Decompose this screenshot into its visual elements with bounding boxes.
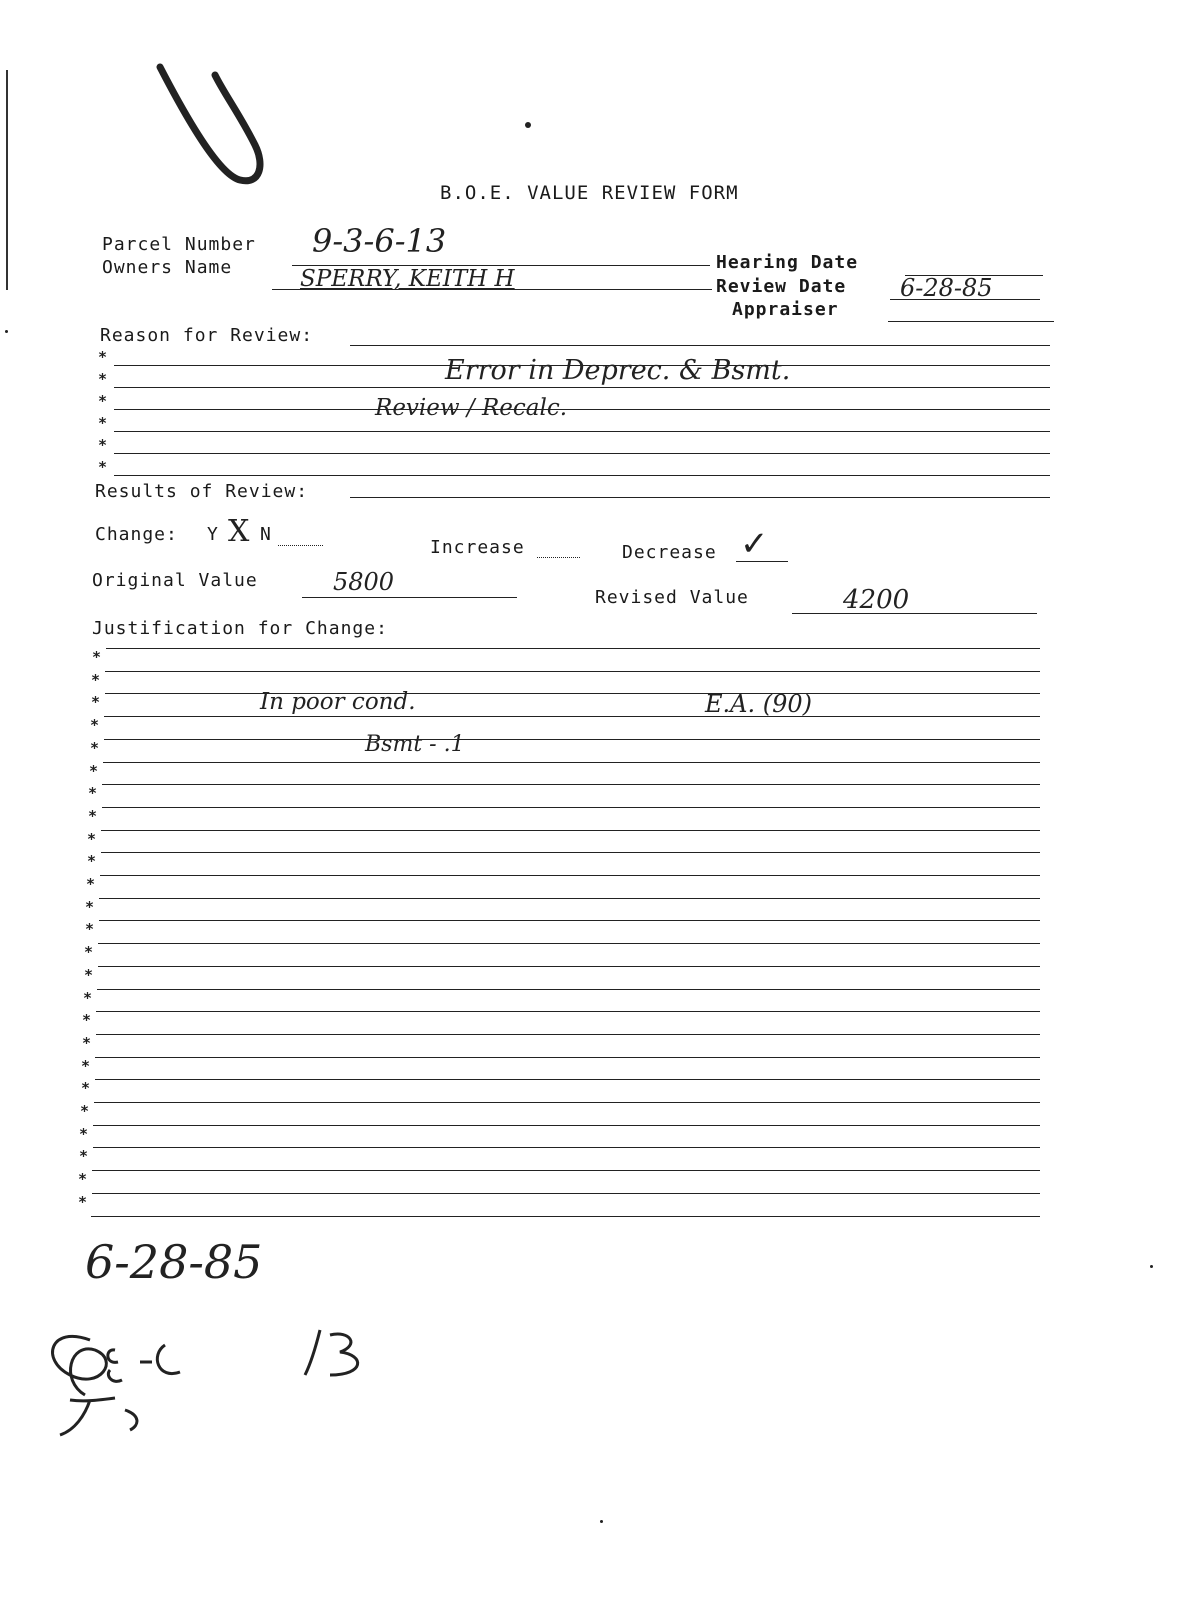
handwritten-signature [30,1320,430,1470]
justification-line [101,852,1040,853]
justification-line [104,716,1040,717]
form-title: B.O.E. VALUE REVIEW FORM [440,182,739,204]
review-date-value: 6-28-85 [900,274,993,302]
reason-line-marker: * [98,348,108,366]
increase-line [537,557,580,558]
scan-speck [5,330,8,333]
reason-line [114,475,1050,476]
justification-line-marker: * [84,943,94,961]
justification-line [105,671,1040,672]
justification-line [106,648,1040,649]
justification-line-marker: * [88,807,98,825]
justification-line-marker: * [86,875,96,893]
scan-speck [525,122,531,128]
justification-line-marker: * [92,648,102,666]
original-value: 5800 [333,568,395,596]
results-of-review-label: Results of Review: [95,481,309,502]
justification-line-marker: * [87,852,97,870]
reason-line-marker: * [98,392,108,410]
original-value-label: Original Value [92,570,258,591]
owners-name-line [272,289,712,290]
reason-entry-2: Review / Recalc. [375,395,568,421]
justification-line [93,1125,1040,1126]
scan-speck [1150,1265,1153,1268]
justification-line-marker: * [90,739,100,757]
justification-line [104,739,1040,740]
reason-line [114,387,1050,388]
reason-entry-1: Error in Deprec. & Bsmt. [445,355,791,386]
reason-line-marker: * [98,370,108,388]
reason-line [350,345,1050,346]
justification-line [95,1079,1040,1080]
justification-line-marker: * [81,1057,91,1075]
owners-name-value: SPERRY, KEITH H [300,266,515,292]
reason-line [114,431,1050,432]
justification-label: Justification for Change: [92,618,388,639]
justification-line-marker: * [83,989,93,1007]
justification-line [96,1034,1040,1035]
justification-line [101,830,1040,831]
justification-line [105,693,1040,694]
justification-line [92,1193,1040,1194]
appraiser-label: Appraiser [732,299,839,320]
justification-line-marker: * [79,1125,89,1143]
revised-value-label: Revised Value [595,587,749,608]
justification-line [98,943,1040,944]
justification-line-marker: * [81,1079,91,1097]
justification-entry-1: In poor cond. [260,689,416,715]
justification-line [97,989,1040,990]
justification-line [102,807,1040,808]
justification-line [103,762,1040,763]
change-label: Change: [95,524,178,545]
justification-line [95,1057,1040,1058]
justification-line-marker: * [91,693,101,711]
justification-line [92,1170,1040,1171]
justification-line [93,1147,1040,1148]
justification-line [99,920,1040,921]
justification-line [102,784,1040,785]
reason-line [114,409,1050,410]
scan-edge [6,70,8,290]
change-yes-option: Y [207,524,219,545]
change-mark: X [228,514,250,549]
justification-line-marker: * [84,966,94,984]
justification-line-marker: * [80,1102,90,1120]
reason-for-review-label: Reason for Review: [100,325,314,346]
justification-line [99,898,1040,899]
justification-line-marker: * [89,762,99,780]
bottom-handwritten-date: 6-28-85 [85,1235,263,1289]
parcel-number-value: 9-3-6-13 [312,222,447,260]
change-no-option: N [260,524,272,545]
justification-line-marker: * [82,1011,92,1029]
review-date-label: Review Date [716,276,847,297]
reason-line-marker: * [98,458,108,476]
paper-clip-icon [140,55,280,195]
change-no-line [278,545,323,546]
justification-entry-3: Bsmt - .1 [365,732,465,757]
justification-line-marker: * [87,830,97,848]
justification-line-marker: * [90,716,100,734]
justification-line [94,1102,1040,1103]
owners-name-label: Owners Name [102,257,233,278]
decrease-label: Decrease [622,542,717,563]
justification-line-marker: * [78,1193,88,1211]
justification-entry-2: E.A. (90) [705,690,813,718]
reason-line [350,497,1050,498]
reason-line [114,453,1050,454]
justification-line [96,1011,1040,1012]
justification-line-marker: * [78,1170,88,1188]
justification-line-marker: * [91,671,101,689]
original-value-line [302,597,517,598]
review-date-line [890,299,1040,300]
justification-line-marker: * [79,1147,89,1165]
revised-value: 4200 [843,585,910,615]
justification-line [98,966,1040,967]
justification-line-marker: * [82,1034,92,1052]
increase-label: Increase [430,537,525,558]
reason-line-marker: * [98,436,108,454]
reason-line-marker: * [98,414,108,432]
justification-line-marker: * [85,898,95,916]
decrease-line [736,561,788,562]
hearing-date-label: Hearing Date [716,252,859,273]
justification-line-marker: * [85,920,95,938]
scan-speck [600,1520,603,1523]
justification-line-marker: * [88,784,98,802]
justification-line [91,1216,1040,1217]
appraiser-line [888,321,1054,322]
parcel-number-label: Parcel Number [102,234,256,255]
decrease-check-icon: ✓ [740,524,769,564]
revised-value-line [792,613,1037,614]
justification-line [100,875,1040,876]
